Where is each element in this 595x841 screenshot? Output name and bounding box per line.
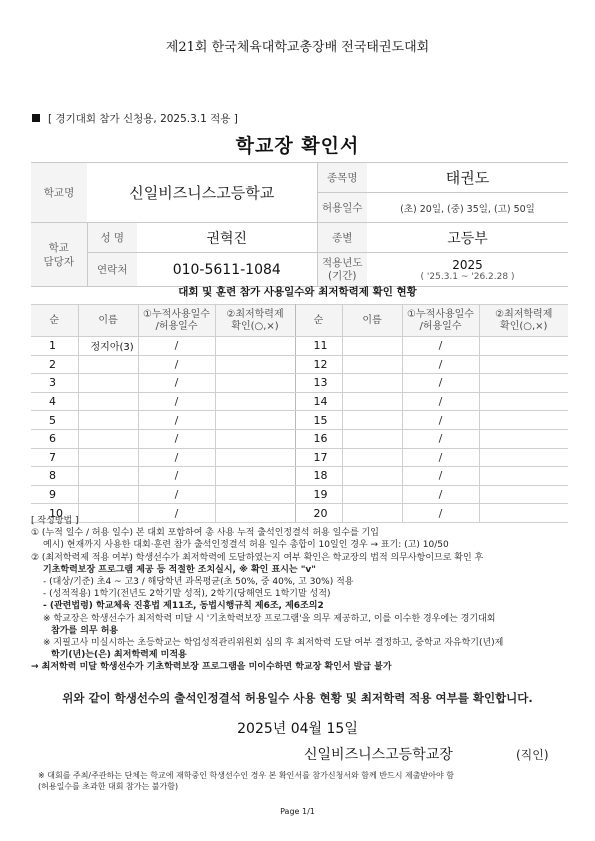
row-no: 19	[295, 485, 342, 504]
note-7b: 학기(년)는(은) 최저학력제 미적용	[51, 650, 187, 661]
row-days: /	[402, 392, 479, 411]
row-days: /	[402, 337, 479, 356]
row-days: /	[402, 504, 479, 523]
note-2b: 기초학력보장 프로그램 제공 등 적절한 조치실시, ※ 확인 표시는 "v"	[43, 564, 316, 575]
sport-label: 종목명	[317, 163, 367, 193]
row-name	[78, 392, 138, 411]
issue-date: 2025년 04월 15일	[237, 721, 358, 737]
row-no: 3	[31, 374, 78, 393]
row-name	[78, 467, 138, 486]
row-check	[215, 467, 295, 486]
row-days: /	[138, 448, 215, 467]
row-no: 16	[295, 429, 342, 448]
row-no: 18	[295, 467, 342, 486]
row-days: /	[402, 485, 479, 504]
row-days: /	[138, 355, 215, 374]
category-label: 종별	[317, 223, 367, 253]
note-6b: 참가를 의무 허용	[51, 625, 119, 636]
square-bullet-icon	[32, 114, 40, 122]
note-1a: ① (누적 일수 / 허용 일수) 본 대회 포함하여 총 사용 누적 출석인정결석 허용 일수를 기입	[31, 528, 379, 539]
row-no: 15	[295, 411, 342, 430]
note-4: - (성적적용) 1학기(전년도 2학기말 성적), 2학기(당해연도 1학기말 성적)	[43, 589, 331, 600]
row-days: /	[402, 467, 479, 486]
table-row	[31, 448, 568, 467]
row-name	[342, 411, 402, 430]
row-check	[479, 485, 568, 504]
row-no: 5	[31, 411, 78, 430]
table-row	[31, 392, 568, 411]
row-name	[342, 374, 402, 393]
header-name-right: 이름	[342, 305, 402, 337]
row-days: /	[138, 337, 215, 356]
row-no: 10	[31, 504, 78, 523]
row-days: /	[138, 392, 215, 411]
notes-heading: [ 작성방법 ]	[31, 516, 79, 526]
row-days: /	[402, 374, 479, 393]
row-name	[342, 392, 402, 411]
name-label: 성 명	[87, 223, 137, 253]
row-no: 17	[295, 448, 342, 467]
row-check	[215, 355, 295, 374]
header-check-left: ②최저학력제 확인(○,×)	[215, 305, 295, 337]
row-days: /	[402, 448, 479, 467]
section-title: 대회 및 훈련 참가 사용일수와 최저학력제 확인 현황	[178, 286, 417, 298]
row-no: 7	[31, 448, 78, 467]
row-check	[479, 392, 568, 411]
note-5: - (관련법령) 학교체육 진흥법 제11조, 동법시행규칙 제6조, 제6조의2	[43, 601, 324, 612]
row-check	[215, 374, 295, 393]
row-check	[215, 429, 295, 448]
row-no: 2	[31, 355, 78, 374]
year-cell	[367, 253, 568, 287]
table-row	[31, 467, 568, 486]
header-days-left: ①누적사용일수 /허용일수	[138, 305, 215, 337]
row-check	[479, 411, 568, 430]
sport-value: 태권도	[367, 163, 568, 193]
category-value: 고등부	[367, 223, 568, 253]
header-check-right: ②최저학력제 확인(○,×)	[479, 305, 568, 337]
row-name	[342, 448, 402, 467]
row-check	[479, 337, 568, 356]
row-check	[479, 429, 568, 448]
row-days: /	[138, 504, 215, 523]
row-name	[78, 429, 138, 448]
row-days: /	[402, 411, 479, 430]
row-days: /	[402, 355, 479, 374]
row-days: /	[138, 485, 215, 504]
school-info-table	[31, 162, 568, 287]
method-notes	[31, 515, 571, 674]
row-name	[342, 337, 402, 356]
form-note-text: [ 경기대회 참가 신청용, 2025.3.1 적용 ]	[48, 113, 238, 125]
row-name	[78, 355, 138, 374]
row-name	[78, 374, 138, 393]
table-row	[31, 429, 568, 448]
note-7a: ※ 지필고사 미실시하는 초등학교는 학업성적관리위원회 심의 후 최저학력 도달 여부 결정하고, 중학교 자유학기(년)제	[43, 638, 504, 649]
note-2a: ② (최저학력제 적용 여부) 학생선수가 최저학력에 도달하였는지 여부 확인은 학교장의 법적 의무사항이므로 확인 후	[31, 552, 484, 563]
table-row	[31, 355, 568, 374]
row-days: /	[138, 411, 215, 430]
row-name: 정지아(3)	[78, 337, 138, 356]
row-check	[215, 448, 295, 467]
note-1b: 예시) 현재까지 사용한 대회·훈련 참가 출석인정결석 허용 일수 총합이 10일인 경우 → 표기: (고) 10/50	[43, 540, 449, 551]
year-value: 2025	[452, 257, 483, 272]
row-no: 6	[31, 429, 78, 448]
row-check	[215, 337, 295, 356]
allowed-days-value: (초) 20일, (중) 35일, (고) 50일	[367, 193, 568, 223]
table-row	[31, 411, 568, 430]
confirmation-statement: 위와 같이 학생선수의 출석인정결석 허용일수 사용 현황 및 최저학력 적용 여부를 확인합니다.	[62, 691, 533, 705]
document-title: 학교장 확인서	[235, 135, 360, 157]
row-check	[215, 411, 295, 430]
event-title: 제21회 한국체육대학교총장배 전국태권도대회	[165, 40, 430, 55]
manager-name-value: 권혁진	[137, 223, 317, 253]
row-no: 12	[295, 355, 342, 374]
contact-label: 연락처	[87, 253, 137, 287]
row-days: /	[138, 374, 215, 393]
official-seal-label: (직인)	[516, 748, 549, 762]
row-name	[342, 355, 402, 374]
row-check	[479, 374, 568, 393]
page-number: Page 1/1	[280, 807, 315, 816]
table-row	[31, 485, 568, 504]
header-no-left: 순	[31, 305, 78, 337]
row-name	[78, 411, 138, 430]
header-no-right: 순	[295, 305, 342, 337]
row-no: 1	[31, 337, 78, 356]
row-no: 11	[295, 337, 342, 356]
row-check	[479, 355, 568, 374]
manager-label: 학교 담당자	[31, 223, 87, 287]
row-name	[342, 467, 402, 486]
row-name	[342, 429, 402, 448]
row-days: /	[138, 467, 215, 486]
school-name-label: 학교명	[31, 163, 87, 223]
footnote: ※ 대회를 주최/주관하는 단체는 학교에 재학중인 학생선수인 경우 본 확인서를 참가신청서와 함께 반드시 제출받아야 함 (허용일수를 초과한 대회 참가는 불가함)	[38, 771, 454, 791]
contact-value: 010-5611-1084	[137, 253, 317, 287]
allowed-days-label: 허용일수	[317, 193, 367, 223]
row-no: 8	[31, 467, 78, 486]
row-name	[78, 485, 138, 504]
form-note	[32, 111, 238, 126]
note-3: - (대상/기준) 초4 ~ 고3 / 해당학년 과목평균(초 50%, 중 40%, 고 30%) 적용	[43, 577, 354, 588]
row-no: 20	[295, 504, 342, 523]
row-no: 9	[31, 485, 78, 504]
year-label: 적용년도 (기간)	[317, 253, 367, 287]
row-check	[215, 392, 295, 411]
row-days: /	[138, 429, 215, 448]
school-name-value: 신일비즈니스고등학교	[87, 163, 317, 223]
row-no: 14	[295, 392, 342, 411]
row-name	[342, 485, 402, 504]
table-row	[31, 337, 568, 356]
row-days: /	[402, 429, 479, 448]
row-no: 4	[31, 392, 78, 411]
participants-table	[31, 304, 568, 523]
row-check	[479, 467, 568, 486]
note-8: → 최저학력 미달 학생선수가 기초학력보장 프로그램을 미이수하면 학교장 확인서 발급 불가	[31, 662, 392, 673]
year-period: ( '25.3.1 ~ '26.2.28 )	[420, 271, 515, 282]
row-no: 13	[295, 374, 342, 393]
principal-name: 신일비즈니스고등학교장	[304, 747, 453, 763]
row-check	[215, 485, 295, 504]
header-days-right: ①누적사용일수 /허용일수	[402, 305, 479, 337]
row-check	[479, 448, 568, 467]
header-name-left: 이름	[78, 305, 138, 337]
note-6a: ※ 학교장은 학생선수가 최저학력 미달 시 '기초학력보장 프로그램'을 의무 제공하고, 이를 이수한 경우에는 경기대회	[43, 613, 496, 624]
table-row	[31, 374, 568, 393]
row-name	[78, 448, 138, 467]
